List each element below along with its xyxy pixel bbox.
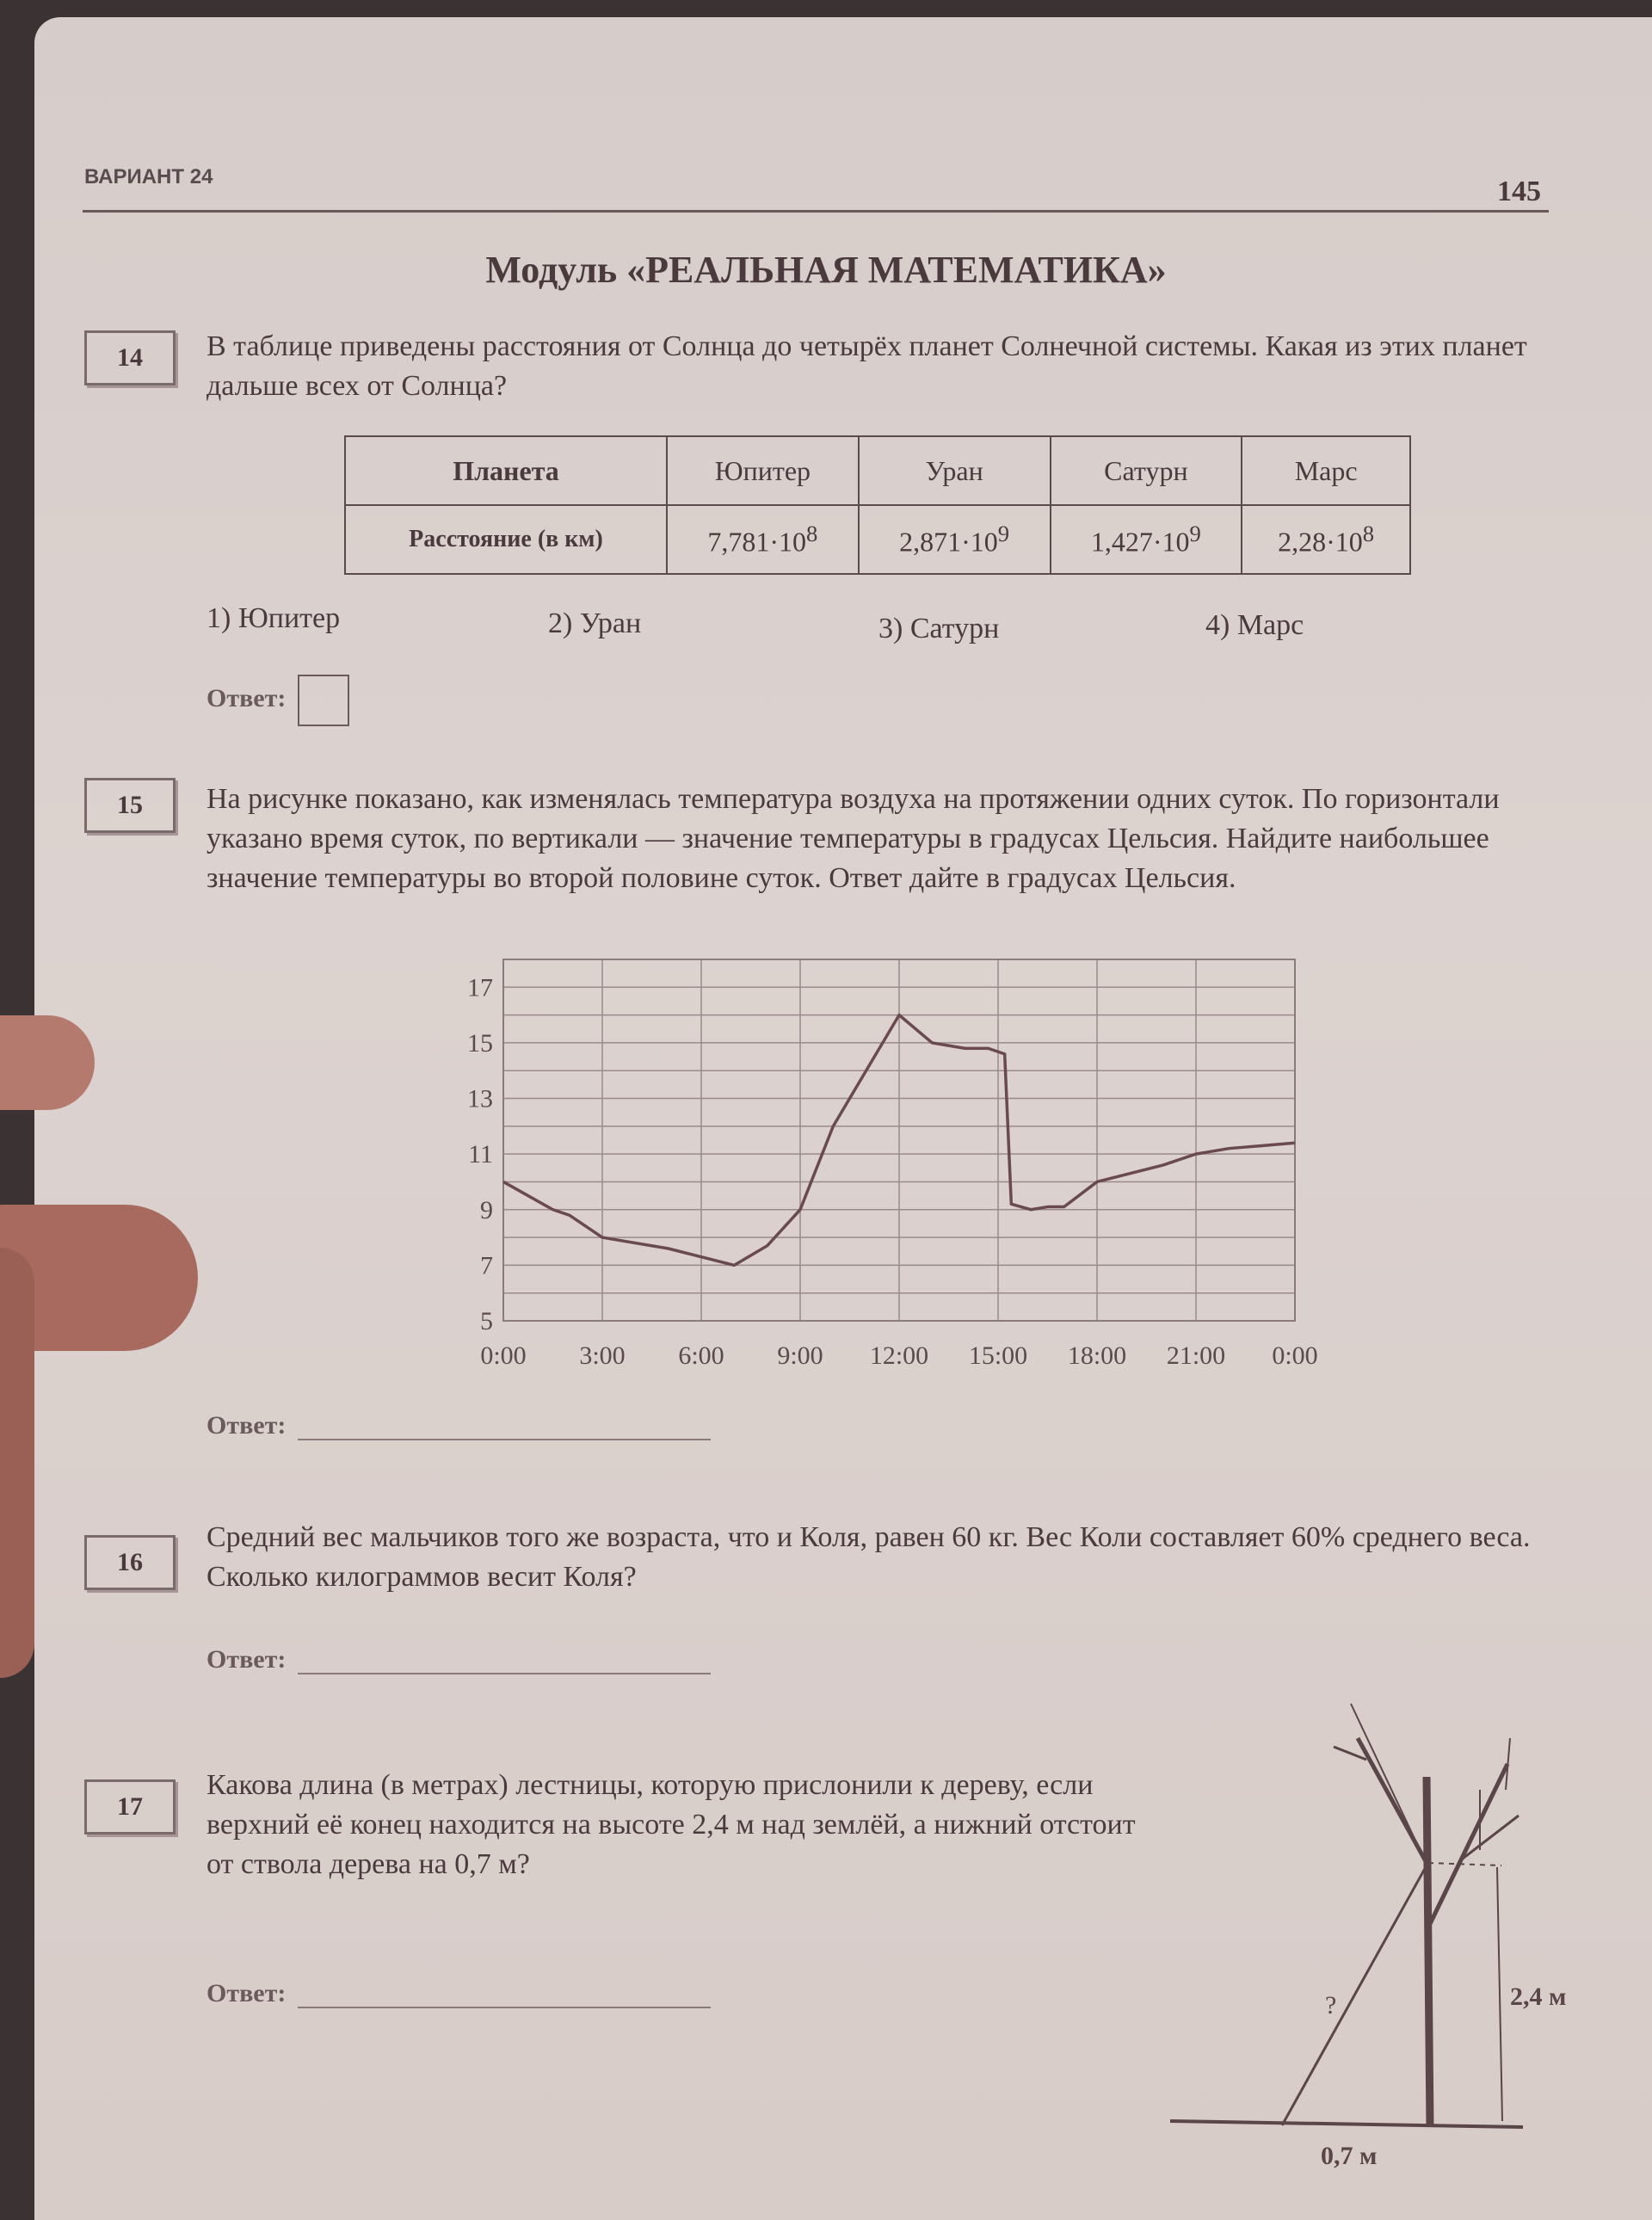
temperature-chart xyxy=(430,947,1377,1394)
ground-line xyxy=(1170,2121,1523,2127)
base-label: 0,7 м xyxy=(1321,2142,1377,2170)
answer-label: Ответ: xyxy=(206,1645,286,1674)
tree-ladder-diagram xyxy=(1170,1687,1618,2177)
module-title: Модуль «РЕАЛЬНАЯ МАТЕМАТИКА» xyxy=(0,248,1652,292)
mantissa: 1,427·10 xyxy=(1091,527,1190,558)
answer-label: Ответ: xyxy=(206,1411,286,1440)
question-15-text: На рисунке показано, как изменялась температура воздуха на протяжении одних суток. По горизонтали указано время суток, по вертикали — значение температуры в градусах Цельсия. Найдите наибольшее значение температуры во второй половине суток. Ответ дайте в градусах Цельсия. xyxy=(206,780,1566,898)
answer-label: Ответ: xyxy=(206,1979,286,2007)
option-3[interactable]: 3) Сатурн xyxy=(878,613,999,645)
question-17-text: Какова длина (в метрах) лестницы, которую прислонили к дереву, если верхний её конец находится на высоте 2,4 м над землёй, а нижний отстоит от ствола дерева на 0,7 м? xyxy=(206,1766,1136,1884)
row-header: Расстояние (в км) xyxy=(345,505,667,574)
y-tick-label: 9 xyxy=(480,1196,493,1224)
x-tick-label: 6:00 xyxy=(678,1341,724,1370)
question-number-17: 17 xyxy=(84,1779,176,1835)
question-number-16: 16 xyxy=(84,1535,176,1590)
question-16-text: Средний вес мальчиков того же возраста, что и Коля, равен 60 кг. Вес Коли составляет 60% среднего веса. Сколько килограммов весит Коля? xyxy=(206,1518,1566,1597)
exponent: 8 xyxy=(806,521,817,546)
answer-16 xyxy=(206,1645,711,1674)
planet-distance-table xyxy=(344,435,1411,575)
exponent: 9 xyxy=(998,521,1009,546)
planet-cell: Марс xyxy=(1242,436,1410,505)
row-header: Планета xyxy=(345,436,667,505)
question-14-text: В таблице приведены расстояния от Солнца до четырёх планет Солнечной системы. Какая из этих планет дальше всех от Солнца? xyxy=(206,327,1566,406)
y-tick-label: 13 xyxy=(467,1085,493,1113)
exponent: 9 xyxy=(1190,521,1201,546)
answer-17 xyxy=(206,1979,711,2008)
question-number-14: 14 xyxy=(84,330,176,385)
x-tick-label: 0:00 xyxy=(1272,1341,1317,1370)
height-guide xyxy=(1428,1863,1501,1865)
distance-cell xyxy=(1242,505,1410,574)
x-tick-label: 9:00 xyxy=(777,1341,823,1370)
y-tick-label: 17 xyxy=(467,973,493,1002)
height-label: 2,4 м xyxy=(1510,1983,1566,2011)
header-rule xyxy=(83,210,1549,213)
tree-trunk xyxy=(1427,1777,1430,2127)
planet-cell: Юпитер xyxy=(667,436,859,505)
y-tick-label: 5 xyxy=(480,1307,493,1335)
answer-label: Ответ: xyxy=(206,684,286,712)
answer-line[interactable] xyxy=(298,1439,711,1440)
tree-branch xyxy=(1351,1704,1424,1859)
x-tick-label: 12:00 xyxy=(870,1341,928,1370)
answer-box[interactable] xyxy=(298,675,349,726)
option-2[interactable]: 2) Уран xyxy=(548,607,641,640)
answer-line[interactable] xyxy=(298,1673,711,1674)
distance-cell xyxy=(859,505,1051,574)
y-tick-label: 7 xyxy=(480,1251,493,1280)
option-1[interactable]: 1) Юпитер xyxy=(206,602,340,635)
planet-cell: Уран xyxy=(859,436,1051,505)
option-4[interactable]: 4) Марс xyxy=(1205,609,1304,642)
planet-cell: Сатурн xyxy=(1051,436,1242,505)
distance-cell xyxy=(667,505,859,574)
x-tick-label: 18:00 xyxy=(1068,1341,1126,1370)
x-tick-label: 15:00 xyxy=(969,1341,1027,1370)
x-tick-label: 0:00 xyxy=(480,1341,526,1370)
hand xyxy=(0,1248,34,1678)
exponent: 8 xyxy=(1363,521,1374,546)
table-row xyxy=(345,505,1410,574)
mantissa: 2,28·10 xyxy=(1278,527,1363,558)
table-row xyxy=(345,436,1410,505)
y-tick-label: 15 xyxy=(467,1029,493,1058)
mantissa: 2,871·10 xyxy=(899,527,998,558)
y-tick-label: 11 xyxy=(468,1140,493,1169)
distance-cell xyxy=(1051,505,1242,574)
answer-14 xyxy=(206,675,349,726)
variant-header: ВАРИАНТ 24 xyxy=(84,165,213,189)
height-dimension xyxy=(1497,1867,1502,2121)
tree-branch xyxy=(1428,1764,1507,1927)
page-number: 145 xyxy=(1497,176,1541,208)
ladder-label: ? xyxy=(1325,1991,1336,2020)
answer-line[interactable] xyxy=(298,2007,711,2008)
answer-15 xyxy=(206,1411,711,1440)
question-number-15: 15 xyxy=(84,778,176,833)
ladder xyxy=(1282,1865,1427,2125)
mantissa: 7,781·10 xyxy=(707,527,806,558)
x-tick-label: 3:00 xyxy=(579,1341,625,1370)
x-tick-label: 21:00 xyxy=(1167,1341,1225,1370)
finger xyxy=(0,1015,95,1110)
